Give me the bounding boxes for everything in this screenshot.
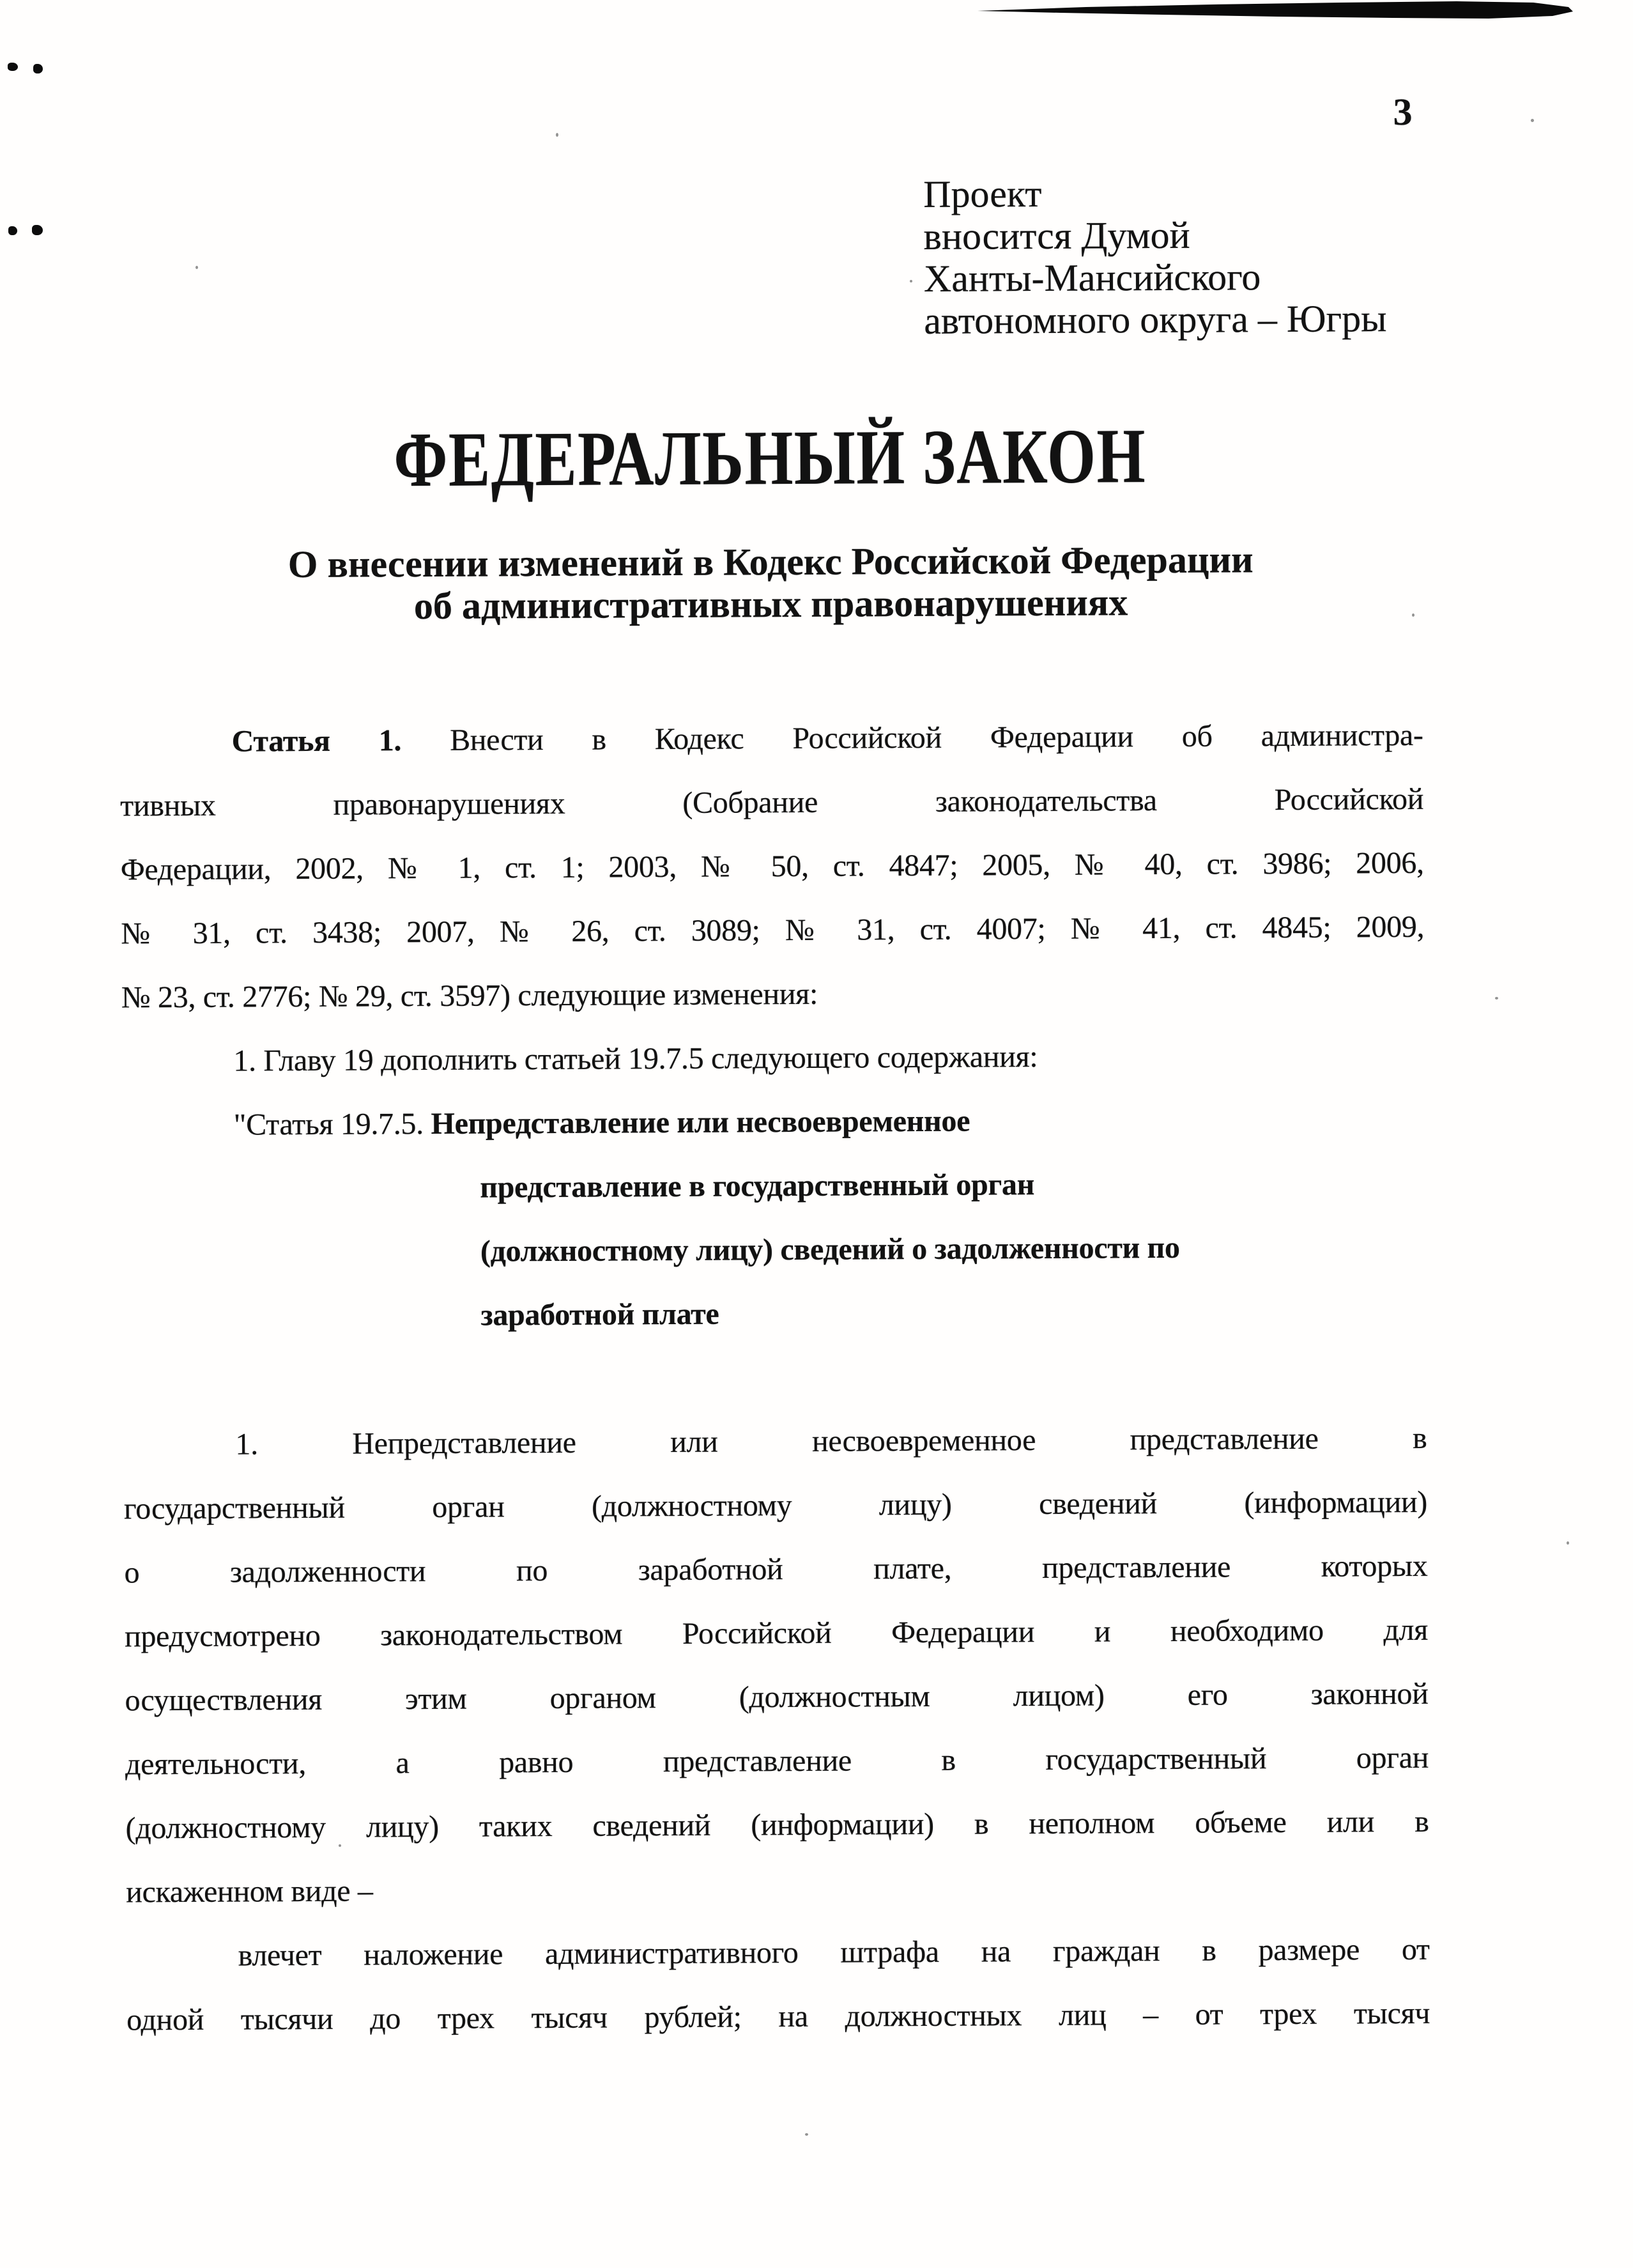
text-line: заработной плате	[480, 1297, 719, 1332]
article-1-label: Статья 1.	[231, 723, 402, 759]
text-line: государственный орган (должностному лицу) сведений (информации)	[123, 1485, 1428, 1526]
law-subtitle-line: об административных правонарушениях	[413, 581, 1128, 628]
text-line: предусмотрено законодательством Российской Федерации и необходимо для	[124, 1612, 1429, 1654]
text-line: 1. Непредставление или несвоевременное представление в	[235, 1421, 1427, 1462]
text-line: (должностному лицу) таких сведений (информации) в неполном объеме или в	[125, 1804, 1429, 1846]
text-line: представление в государственный орган	[480, 1168, 1035, 1205]
text-line: о задолженности по заработной плате, представление которых	[124, 1548, 1428, 1590]
page-number: 3	[1393, 90, 1413, 134]
text-line: искаженном виде –	[125, 1874, 373, 1909]
document-body	[119, 704, 1430, 2053]
text-line: деятельности, а равно представление в государственный орган	[125, 1740, 1429, 1782]
text-line: осуществления этим органом (должностным лицом) его законной	[125, 1676, 1429, 1718]
text-line: влечет наложение административного штрафа на граждан в размере от	[238, 1932, 1430, 1973]
submitter-line: автономного округа – Югры	[924, 297, 1387, 342]
text-line	[119, 704, 1423, 775]
law-subtitle	[119, 537, 1423, 629]
text-line: 1. Главу 19 дополнить статьей 19.7.5 следующего содержания:	[233, 1040, 1038, 1078]
text-line: № 31, ст. 3438; 2007, № 26, ст. 3089; № 31, ст. 4007; № 41, ст. 4845; 2009,	[121, 909, 1425, 951]
text-line: (должностному лицу) сведений о задолженности по	[480, 1230, 1180, 1269]
text-line: одной тысячи до трех тысяч рублей; на должностных лиц – от трех тысяч	[126, 1996, 1430, 2037]
article-1975-heading: Непредставление или несвоевременное	[431, 1104, 970, 1141]
law-title-text: ФЕДЕРАЛЬНЫЙ ЗАКОН	[394, 413, 1147, 504]
article-1975-label: "Статья 19.7.5.	[233, 1107, 431, 1142]
blank-line	[123, 1343, 1427, 1414]
text-line: Федерации, 2002, № 1, ст. 1; 2003, № 50, ст. 4847; 2005, № 40, ст. 3986; 2006,	[120, 845, 1424, 887]
submitter-block	[923, 171, 1387, 342]
law-title	[118, 413, 1422, 504]
text-line: тивных правонарушениях (Собрание законодательства Российской	[120, 782, 1424, 823]
text-line: № 23, ст. 2776; № 29, ст. 3597) следующие изменения:	[121, 976, 818, 1015]
text-line	[122, 1087, 1425, 1158]
submitter-line: вносится Думой	[923, 213, 1190, 258]
law-subtitle-line: О внесении изменений в Кодекс Российской Федерации	[288, 538, 1254, 586]
text-segment: Внести в Кодекс Российской Федерации об администра-	[401, 718, 1423, 758]
submitter-line: Проект	[923, 172, 1042, 215]
submitter-line: Ханты-Мансийского	[923, 256, 1261, 300]
